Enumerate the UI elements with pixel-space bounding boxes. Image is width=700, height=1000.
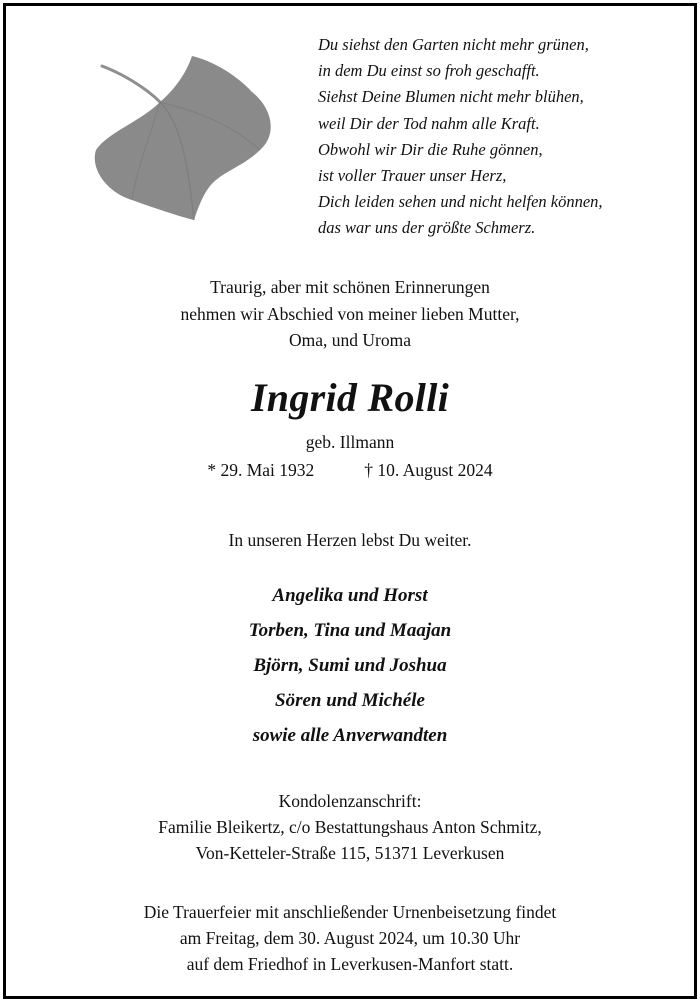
intro-text xyxy=(0,274,700,354)
life-dates xyxy=(0,460,700,481)
mourner-line: sowie alle Anverwandten xyxy=(252,725,448,746)
birth-name: geb. Illmann xyxy=(305,432,395,452)
mourner-line: Sören und Michéle xyxy=(275,690,425,711)
poem xyxy=(318,32,678,242)
poem-line: Obwohl wir Dir die Ruhe gönnen, xyxy=(318,139,543,159)
ceremony-line: Die Trauerfeier mit anschließender Urnenbeisetzung findet xyxy=(143,902,557,922)
mourners-list xyxy=(0,578,700,753)
condolence-address xyxy=(0,788,700,866)
condolence-line: Von-Ketteler-Straße 115, 51371 Leverkusen xyxy=(195,843,505,863)
ginkgo-leaf-icon xyxy=(88,52,288,224)
poem-line: das war uns der größte Schmerz. xyxy=(318,218,536,238)
poem-line: in dem Du einst so froh geschafft. xyxy=(318,61,540,81)
birth-date: * 29. Mai 1932 xyxy=(207,460,315,480)
motto: In unseren Herzen lebst Du weiter. xyxy=(228,530,472,550)
ceremony-line: am Freitag, dem 30. August 2024, um 10.30 Uhr xyxy=(179,928,521,948)
condolence-heading: Kondolenzanschrift: xyxy=(278,791,422,811)
mourner-line: Björn, Sumi und Joshua xyxy=(253,655,447,676)
mourner-line: Torben, Tina und Maajan xyxy=(248,620,452,641)
deceased-name: Ingrid Rolli xyxy=(250,375,450,420)
poem-line: weil Dir der Tod nahm alle Kraft. xyxy=(318,113,540,133)
poem-line: Du siehst den Garten nicht mehr grünen, xyxy=(318,35,589,54)
ceremony-info xyxy=(0,899,700,977)
poem-line: Siehst Deine Blumen nicht mehr blühen, xyxy=(318,87,584,107)
ceremony-line: auf dem Friedhof in Leverkusen-Manfort statt. xyxy=(186,954,514,974)
condolence-line: Familie Bleikertz, c/o Bestattungshaus Anton Schmitz, xyxy=(158,817,542,837)
death-date: † 10. August 2024 xyxy=(364,460,493,480)
intro-line: Traurig, aber mit schönen Erinnerungen xyxy=(210,277,490,297)
mourner-line: Angelika und Horst xyxy=(272,585,428,606)
poem-line: Dich leiden sehen und nicht helfen können, xyxy=(318,192,603,212)
poem-line: ist voller Trauer unser Herz, xyxy=(318,166,507,186)
intro-line: Oma, und Uroma xyxy=(289,330,411,350)
intro-line: nehmen wir Abschied von meiner lieben Mutter, xyxy=(180,303,520,324)
